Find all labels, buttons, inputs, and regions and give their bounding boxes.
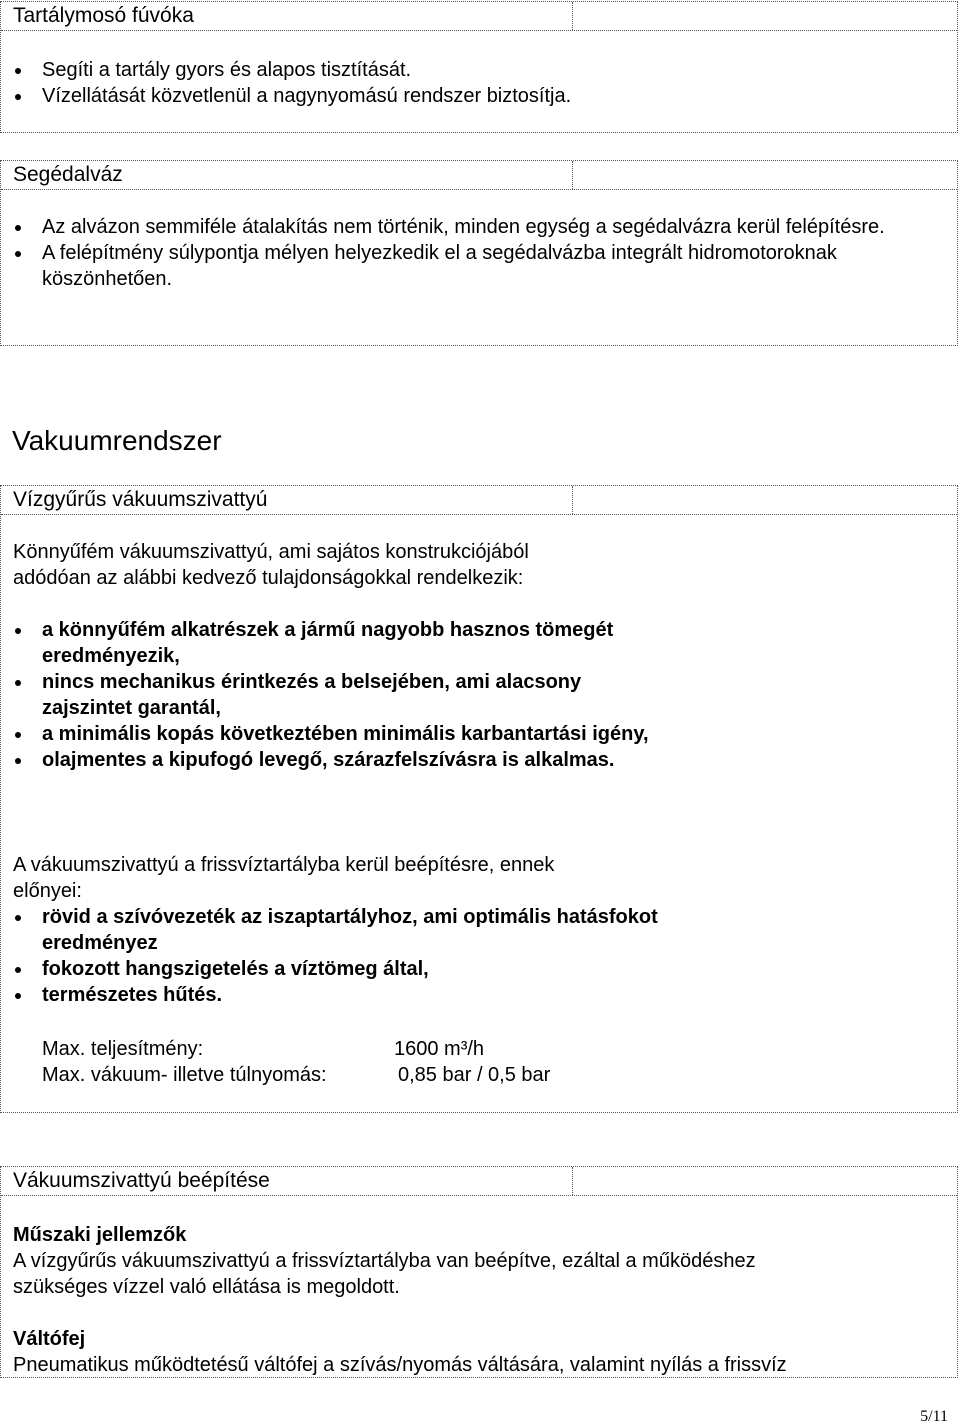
property-list xyxy=(1,617,661,773)
body-text: szükséges vízzel való ellátása is megoldott. xyxy=(13,1276,400,1298)
body-text: Pneumatikus működtetésű váltófej a szívás/nyomás váltására, valamint nyílás a frissvíz xyxy=(13,1354,787,1376)
list-item: a könnyűfém alkatrészek a jármű nagyobb hasznos tömegét eredményezik, xyxy=(1,617,661,669)
list-item: Az alvázon semmiféle átalakítás nem történik, minden egység a segédalvázra kerül felépítésre. xyxy=(1,214,941,240)
list-item: Segíti a tartály gyors és alapos tisztítását. xyxy=(1,57,941,83)
section-pump-install xyxy=(0,1166,958,1378)
list-item: Vízellátását közvetlenül a nagynyomású rendszer biztosítja. xyxy=(1,83,941,109)
subsection-title: Váltófej xyxy=(13,1328,86,1350)
body-text: A vízgyűrűs vákuumszivattyú a frissvíztartályba van beépítve, ezáltal a működéshez xyxy=(13,1250,756,1272)
section-title: Vákuumszivattyú beépítése xyxy=(13,1169,270,1192)
spec-value: 0,85 bar / 0,5 bar xyxy=(398,1064,551,1086)
section-tank-nozzle xyxy=(0,1,958,133)
header-divider xyxy=(572,2,573,30)
feature-list xyxy=(1,214,941,292)
list-item: A felépítmény súlypontja mélyen helyezkedik el a segédalvázba integrált hidromotoroknak köszönhetően. xyxy=(1,240,941,292)
header-divider xyxy=(572,161,573,189)
list-item: olajmentes a kipufogó levegő, szárazfelszívásra is alkalmas. xyxy=(1,747,661,773)
intro-text: Könnyűfém vákuumszivattyú, ami sajátos konstrukciójából xyxy=(13,541,529,563)
section-vacuum-pump xyxy=(0,485,958,1113)
subsection-title: Műszaki jellemzők xyxy=(13,1224,187,1246)
advantage-list xyxy=(1,904,661,1008)
list-item: a minimális kopás következtében minimális karbantartási igény, xyxy=(1,721,661,747)
section-header-row xyxy=(1,161,957,190)
list-item: nincs mechanikus érintkezés a belsejében, ami alacsony zajszintet garantál, xyxy=(1,669,661,721)
section-title: Tartálymosó fúvóka xyxy=(13,4,194,27)
list-item: fokozott hangszigetelés a víztömeg által, xyxy=(1,956,661,982)
intro-text: adódóan az alábbi kedvező tulajdonságokkal rendelkezik: xyxy=(13,567,524,589)
feature-list xyxy=(1,57,941,109)
spec-label: Max. teljesítmény: xyxy=(42,1038,204,1060)
section-title: Vízgyűrűs vákuumszivattyú xyxy=(13,488,268,511)
section-title: Segédalváz xyxy=(13,163,123,186)
header-divider xyxy=(572,1167,573,1195)
section-subframe xyxy=(0,160,958,346)
spec-label: Max. vákuum- illetve túlnyomás: xyxy=(42,1064,327,1086)
list-item: rövid a szívóvezeték az iszaptartályhoz, ami optimális hatásfokot eredményez xyxy=(1,904,661,956)
page-number: 5/11 xyxy=(920,1408,948,1425)
header-divider xyxy=(572,486,573,514)
advantage-intro: A vákuumszivattyú a frissvíztartályba kerül beépítésre, ennek xyxy=(13,854,555,876)
page-title: Vakuumrendszer xyxy=(12,425,222,456)
advantage-intro: előnyei: xyxy=(13,880,82,902)
list-item: természetes hűtés. xyxy=(1,982,661,1008)
spec-value: 1600 m³/h xyxy=(394,1038,485,1060)
